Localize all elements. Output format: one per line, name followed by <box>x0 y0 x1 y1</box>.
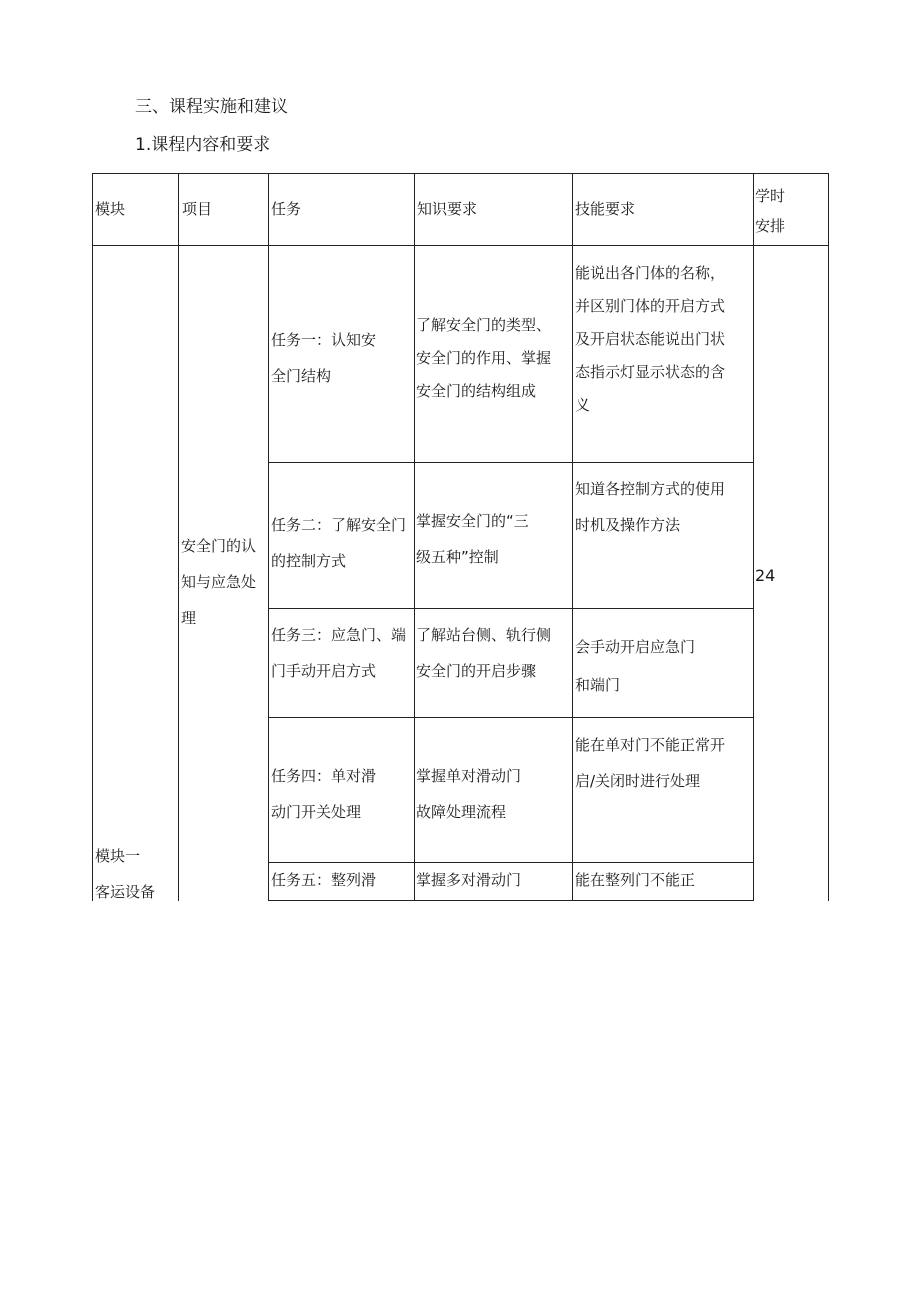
skill-cell: 能在单对门不能正常开 启/关闭时进行处理 <box>575 736 726 790</box>
header-hours-line2: 安排 <box>755 217 786 235</box>
skill-cell: 知道各控制方式的使用 时机及操作方法 <box>575 480 726 534</box>
column-divider <box>178 173 179 901</box>
task-cell: 任务一：认知安 全门结构 <box>271 331 377 385</box>
column-divider <box>753 173 754 901</box>
column-divider <box>414 173 415 901</box>
header-hours <box>755 174 785 248</box>
task-cell: 任务四：单对滑 动门开关处理 <box>271 767 377 821</box>
task-cell: 任务三：应急门、端 门手动开启方式 <box>271 626 407 680</box>
project-name: 安全门的认 知与应急处 理 <box>181 537 257 627</box>
header-module: 模块 <box>95 200 126 218</box>
row-divider <box>268 608 753 609</box>
section-heading: 三、课程实施和建议 <box>135 97 288 117</box>
row-divider <box>268 862 753 863</box>
header-bottom-border <box>92 245 828 246</box>
row-divider <box>268 717 753 718</box>
skill-cell: 会手动开启应急门 和端门 <box>575 638 696 694</box>
task-cell: 任务二：了解安全门 的控制方式 <box>271 516 407 570</box>
column-divider <box>572 173 573 901</box>
knowledge-cell: 了解站台侧、轨行侧 安全门的开启步骤 <box>416 626 552 680</box>
task-cell: 任务五：整列滑 <box>271 871 377 889</box>
knowledge-cell: 掌握安全门的“三 级五种”控制 <box>416 512 529 566</box>
table-border-left <box>92 173 93 901</box>
header-hours-line1: 学时 <box>755 187 786 205</box>
skill-cell: 能在整列门不能正 <box>575 871 696 889</box>
table-border-top <box>92 173 828 174</box>
subsection-heading: 1.课程内容和要求 <box>135 135 271 155</box>
knowledge-cell: 了解安全门的类型、 安全门的作用、掌握 安全门的结构组成 <box>416 316 552 400</box>
table-cut-bottom <box>268 900 753 901</box>
header-task: 任务 <box>271 200 302 218</box>
header-project: 项目 <box>182 200 213 218</box>
module-name: 模块一 客运设备 <box>95 847 156 901</box>
knowledge-cell: 掌握单对滑动门 故障处理流程 <box>416 767 522 821</box>
header-skill: 技能要求 <box>575 200 636 218</box>
skill-cell: 能说出各门体的名称， 并区别门体的开启方式 及开启状态能说出门状 态指示灯显示状态的含 义 <box>575 264 726 414</box>
column-divider <box>268 173 269 901</box>
row-divider <box>268 462 753 463</box>
knowledge-cell: 掌握多对滑动门 <box>416 871 522 889</box>
table-border-right <box>828 173 829 901</box>
header-knowledge: 知识要求 <box>417 200 478 218</box>
hours-value: 24 <box>755 566 776 585</box>
